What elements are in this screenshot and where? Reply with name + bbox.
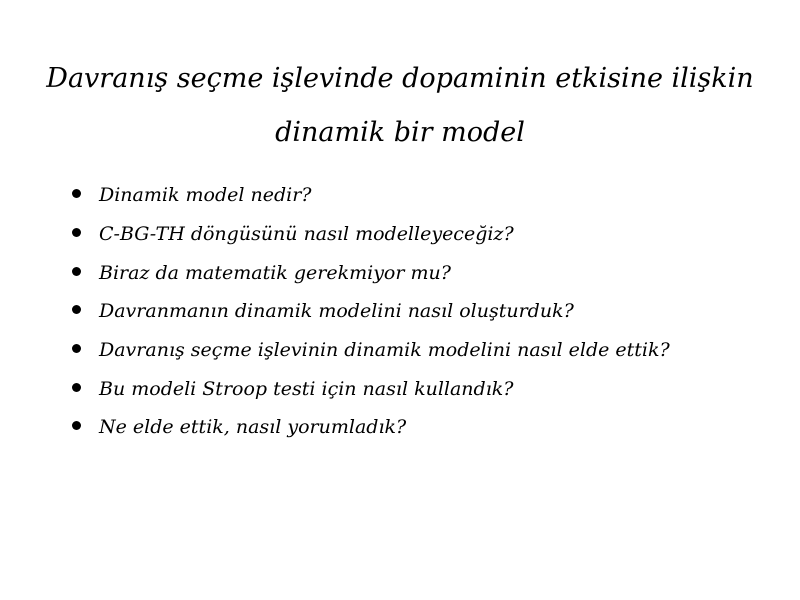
bullet-text: Davranmanın dinamik modelini nasıl oluşturduk? <box>99 300 574 323</box>
bullet-dot-icon <box>72 383 81 392</box>
bullet-item <box>72 292 772 331</box>
bullet-dot-icon <box>72 228 81 237</box>
bullet-text: Ne elde ettik, nasıl yorumladık? <box>99 416 407 439</box>
bullet-item <box>72 331 772 370</box>
bullet-dot-icon <box>72 344 81 353</box>
slide-title <box>40 52 760 160</box>
bullet-dot-icon <box>72 305 81 314</box>
bullet-dot-icon <box>72 421 81 430</box>
slide-title-line-2: dinamik bir model <box>275 117 525 148</box>
bullet-item <box>72 215 772 254</box>
bullet-dot-icon <box>72 189 81 198</box>
bullet-item <box>72 176 772 215</box>
bullet-text: Dinamik model nedir? <box>99 184 312 207</box>
bullet-list <box>72 176 772 447</box>
bullet-text: C-BG-TH döngüsünü nasıl modelleyeceğiz? <box>99 223 514 246</box>
bullet-dot-icon <box>72 267 81 276</box>
bullet-item <box>72 253 772 292</box>
slide-title-line-1: Davranış seçme işlevinde dopaminin etkisine ilişkin <box>46 63 754 94</box>
bullet-item <box>72 369 772 408</box>
bullet-text: Bu modeli Stroop testi için nasıl kullandık? <box>99 377 514 400</box>
bullet-item <box>72 408 772 447</box>
bullet-text: Davranış seçme işlevinin dinamik modelini nasıl elde ettik? <box>99 339 670 362</box>
bullet-text: Biraz da matematik gerekmiyor mu? <box>99 261 451 284</box>
